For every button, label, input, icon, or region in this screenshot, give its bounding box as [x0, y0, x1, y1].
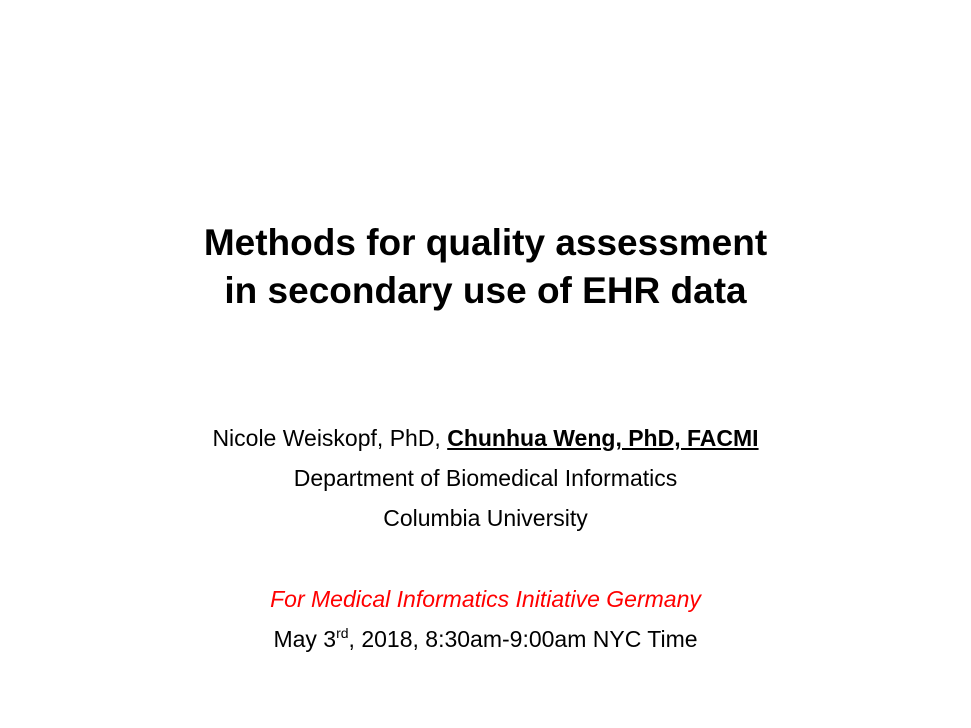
slide-title-line-2: in secondary use of EHR data [224, 270, 747, 311]
department: Department of Biomedical Informatics [293, 465, 678, 491]
slide-title [0, 219, 971, 315]
slide-title-line-1: Methods for quality assessment [203, 222, 768, 263]
event-name: For Medical Informatics Initiative Germany [270, 586, 701, 612]
date-month-day: May 3 [273, 626, 337, 652]
authors-line [0, 423, 971, 453]
first-author: Nicole Weiskopf, PhD, [212, 425, 448, 451]
university: Columbia University [383, 505, 588, 531]
date-rest: , 2018, 8:30am-9:00am NYC Time [348, 626, 698, 652]
date-ordinal-suffix: rd [336, 625, 349, 641]
event-date [0, 624, 971, 654]
presenter-name: Chunhua Weng, PhD, FACMI [447, 425, 759, 451]
